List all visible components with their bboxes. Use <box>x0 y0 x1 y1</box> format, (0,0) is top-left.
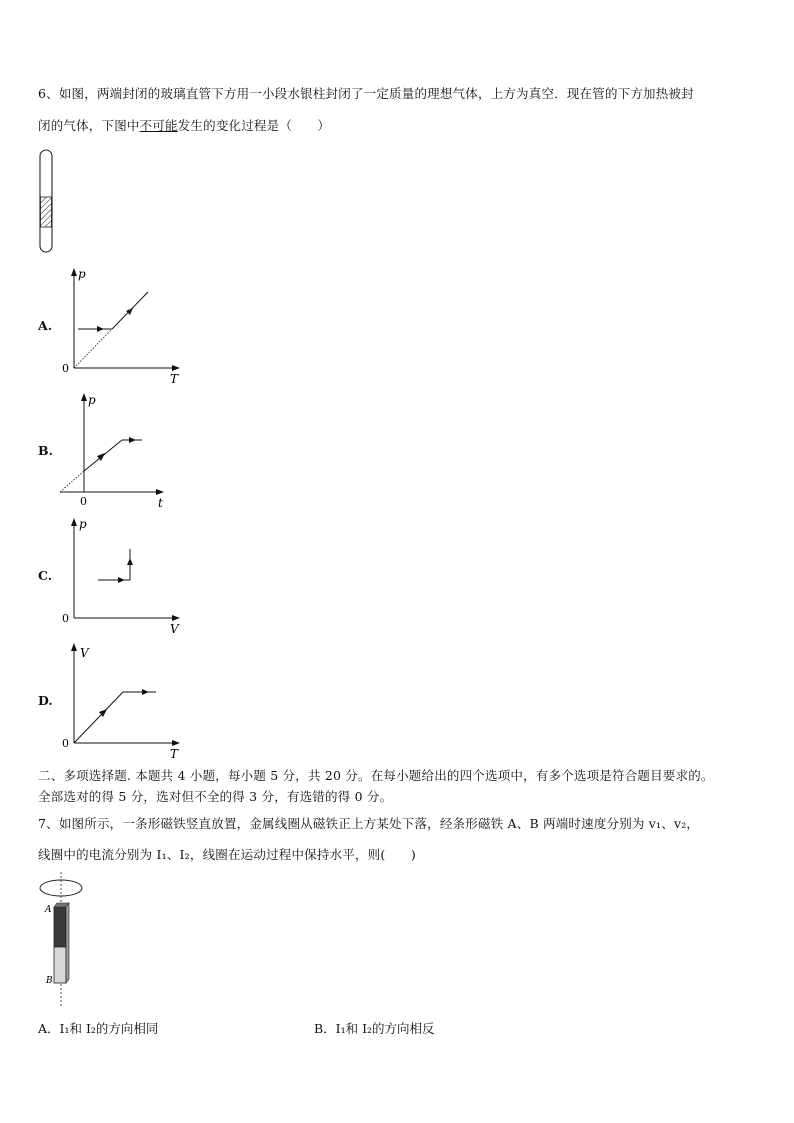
option-a-label[interactable]: A. <box>38 318 53 333</box>
option-c-y-label: p <box>79 517 87 531</box>
magnet-end-a: A <box>45 905 52 915</box>
option-a-graph <box>56 266 196 388</box>
q6-line2 <box>38 116 330 134</box>
option-d-y-label: V <box>80 646 89 660</box>
option-c-x-label: V <box>170 622 179 636</box>
option-d-label[interactable]: D. <box>38 693 53 708</box>
option-b-label[interactable]: B. <box>38 443 53 458</box>
q6-underlined: 不可能 <box>139 118 178 133</box>
option-b-origin: 0 <box>80 495 87 508</box>
option-a-origin: 0 <box>62 362 69 375</box>
option-c-graph <box>56 516 196 638</box>
option-b-x-label: t <box>158 496 163 510</box>
option-b-y-label: p <box>88 393 96 407</box>
q6-line2-post: 发生的变化过程是（ ） <box>177 118 331 133</box>
q7-line1: 7、如图所示，一条形磁铁竖直放置，金属线圈从磁铁正上方某处下落，经条形磁铁 A、B 两端时速度分别为 v₁、v₂， <box>38 816 700 831</box>
option-d-origin: 0 <box>62 737 69 750</box>
option-b-graph <box>56 391 196 513</box>
option-c-origin: 0 <box>62 612 69 625</box>
section2-line2: 全部选对的得 5 分，选对但不全的得 3 分，有选错的得 0 分。 <box>38 789 393 804</box>
q7-answer-a[interactable]: A．I₁和 I₂的方向相同 <box>38 1021 159 1036</box>
q6-line1: 6、如图，两端封闭的玻璃直管下方用一小段水银柱封闭了一定质量的理想气体，上方为真空．现在管的下方加热被封 <box>38 86 694 101</box>
option-d-graph <box>56 641 196 763</box>
q6-line2-pre: 闭的气体，下图中 <box>38 118 140 133</box>
magnet-coil-figure <box>34 872 90 1010</box>
q7-answer-b[interactable]: B．I₁和 I₂的方向相反 <box>314 1021 435 1036</box>
q7-line2: 线圈中的电流分别为 I₁、I₂，线圈在运动过程中保持水平，则( ) <box>38 847 416 862</box>
glass-tube-figure <box>34 147 58 255</box>
magnet-end-b: B <box>46 976 53 986</box>
option-a-y-label: p <box>78 267 86 281</box>
option-c-label[interactable]: C. <box>38 568 53 583</box>
option-a-x-label: T <box>170 372 179 386</box>
section2-line1: 二、多项选择题. 本题共 4 小题，每小题 5 分，共 20 分。在每小题给出的四个选项中，有多个选项是符合题目要求的。 <box>38 768 714 783</box>
option-d-x-label: T <box>170 747 179 761</box>
